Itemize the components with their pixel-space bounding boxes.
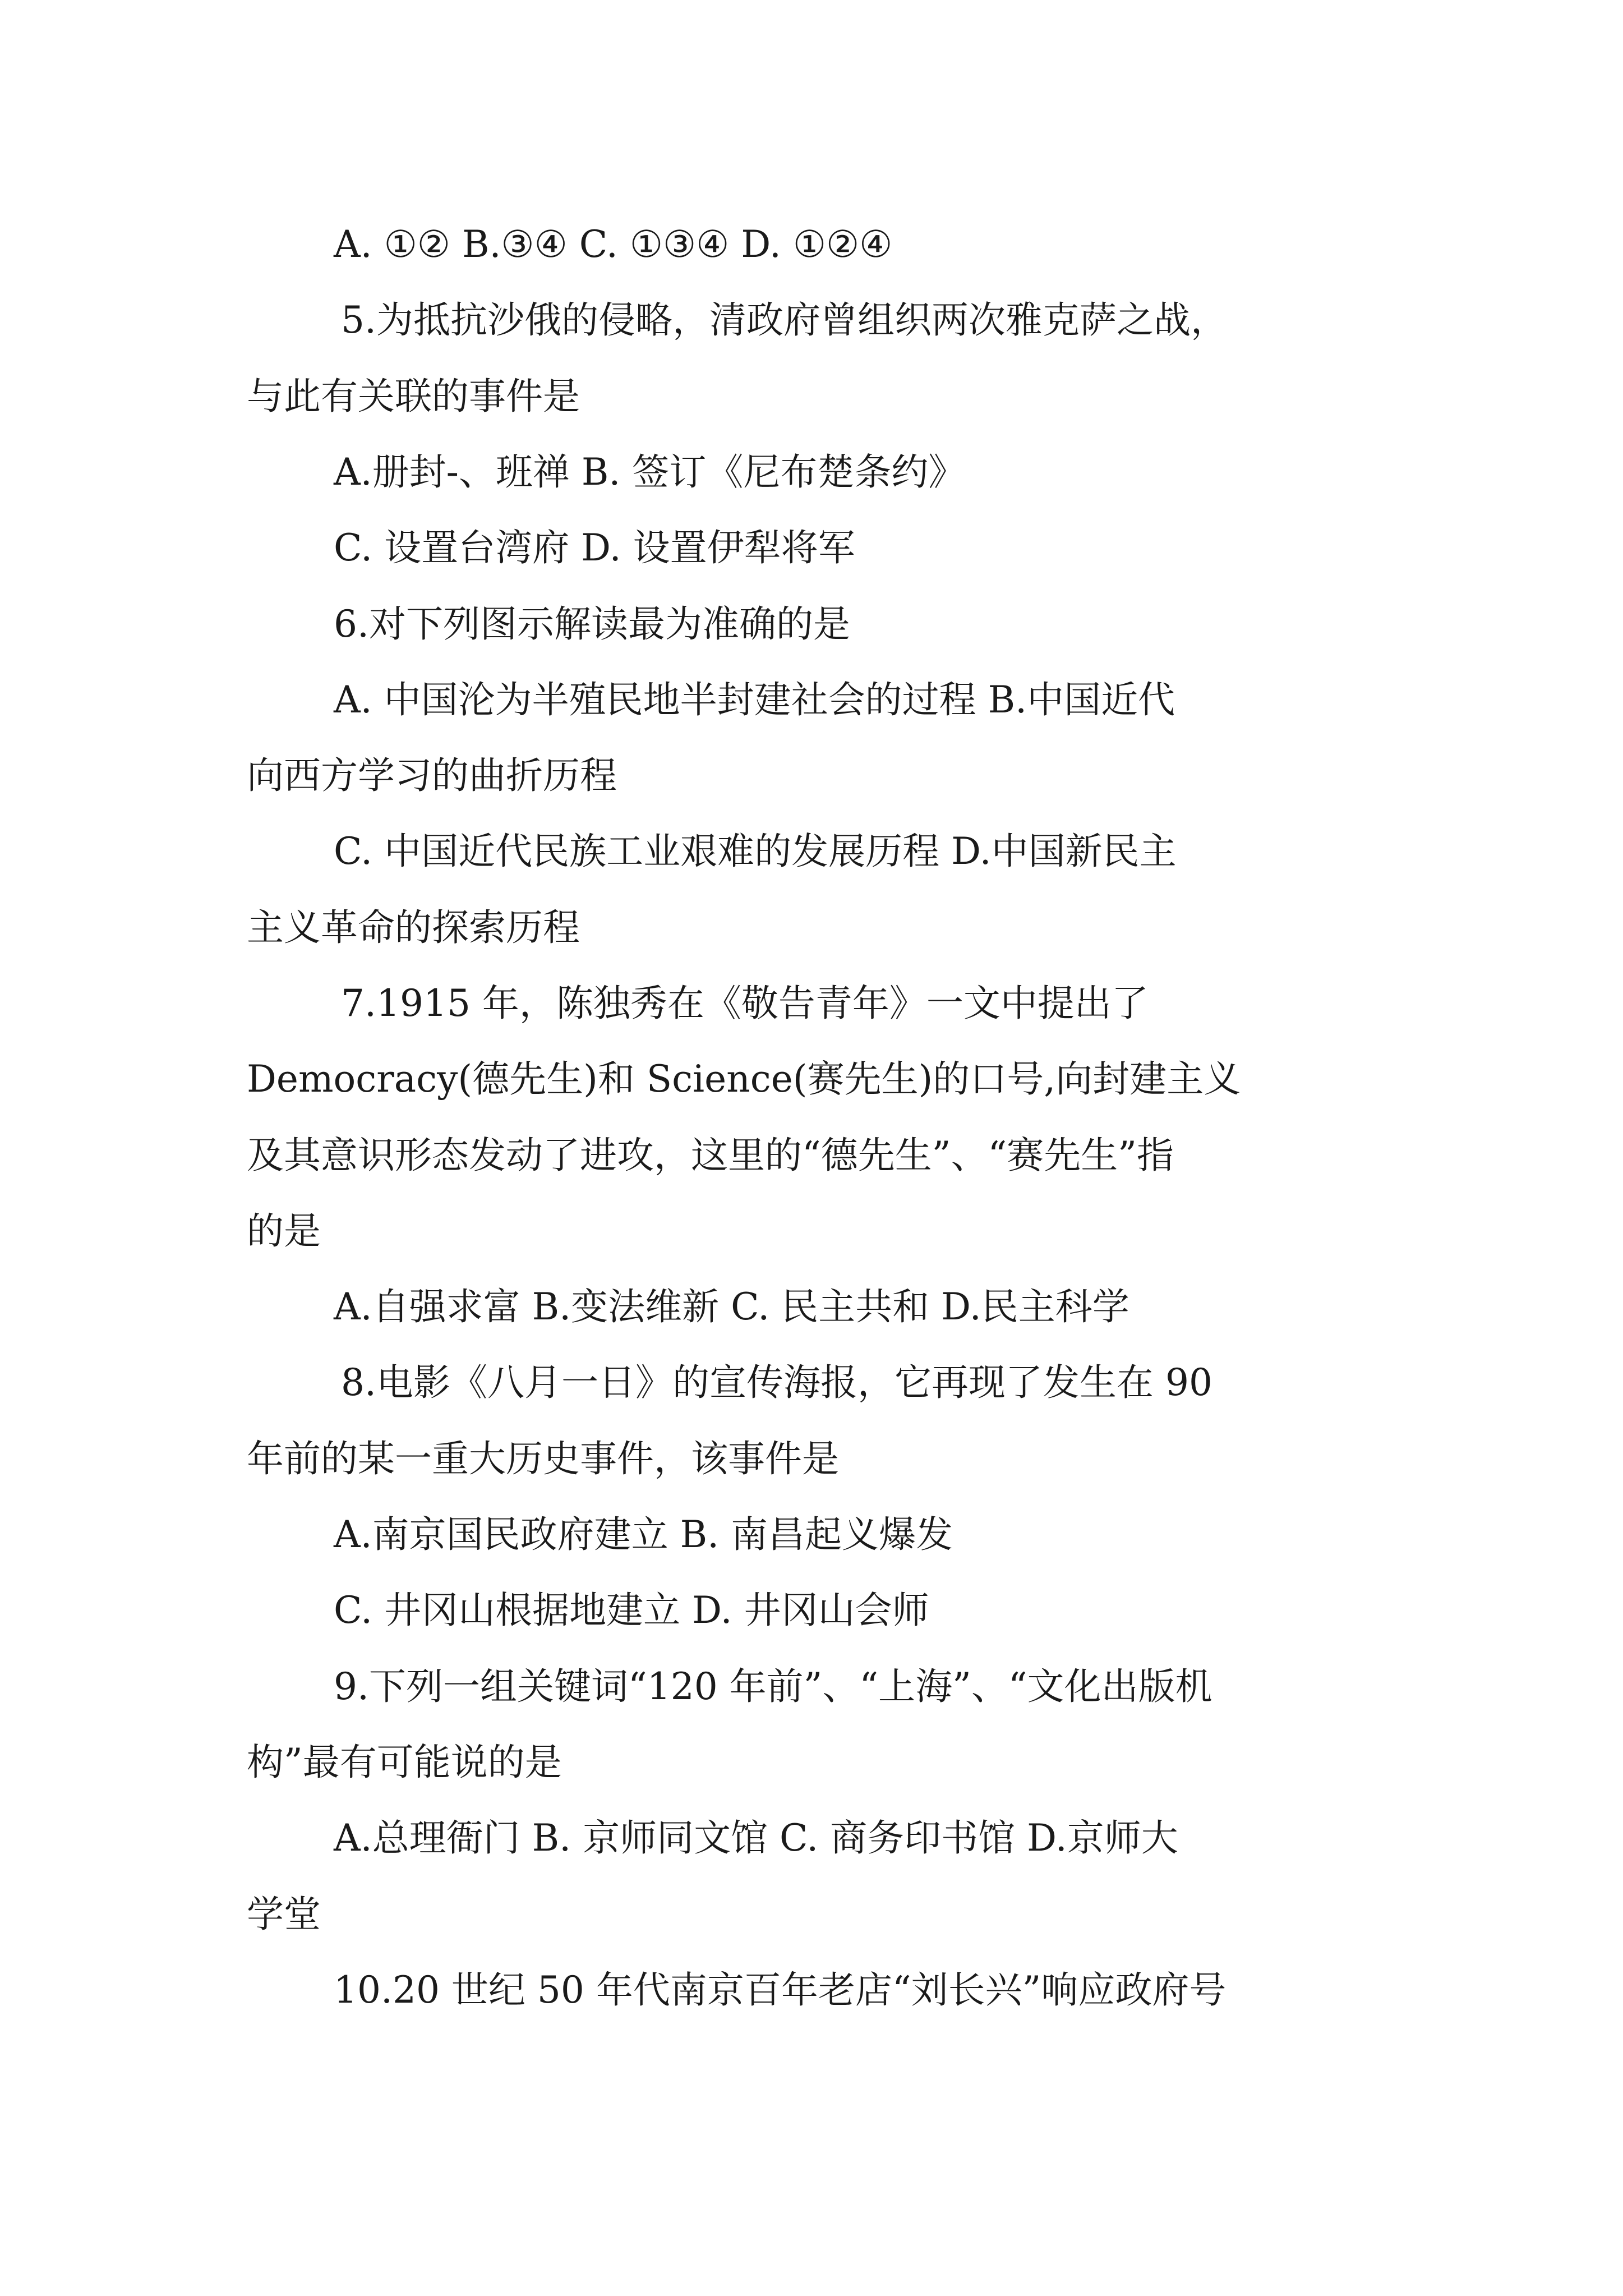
q8-options-ab: A.南京国民政府建立 B. 南昌起义爆发 [334, 1513, 953, 1556]
q6-options-line4: 主义革命的探索历程 [247, 906, 580, 949]
q6-options-line2: 向西方学习的曲折历程 [247, 754, 617, 797]
q8-options-cd: C. 井冈山根据地建立 D. 井冈山会师 [334, 1589, 929, 1632]
q7-stem-line2: Democracy(德先生)和 Science(赛先生)的口号,向封建主义 [247, 1057, 1241, 1101]
q10-stem-line1: 10.20 世纪 50 年代南京百年老店“刘长兴”响应政府号 [334, 1968, 1227, 2012]
q6-stem: 6.对下列图示解读最为准确的是 [334, 602, 850, 646]
q5-stem-line1: 5.为抵抗沙俄的侵略，清政府曾组织两次雅克萨之战， [341, 298, 1228, 342]
q6-options-line1: A. 中国沦为半殖民地半封建社会的过程 B.中国近代 [334, 678, 1175, 721]
q6-options-line3: C. 中国近代民族工业艰难的发展历程 D.中国新民主 [334, 830, 1177, 873]
q9-options-line1: A.总理衙门 B. 京师同文馆 C. 商务印书馆 D.京师大 [334, 1816, 1178, 1860]
q9-stem-line2: 构”最有可能说的是 [247, 1741, 562, 1784]
q5-options-cd: C. 设置台湾府 D. 设置伊犁将军 [334, 526, 855, 569]
q5-options-ab: A.册封-、班禅 B. 签订《尼布楚条约》 [334, 450, 966, 494]
q8-stem-line2: 年前的某一重大历史事件，该事件是 [247, 1437, 839, 1480]
q8-stem-line1: 8.电影《八月一日》的宣传海报，它再现了发生在 90 [341, 1361, 1212, 1404]
q9-stem-line1: 9.下列一组关键词“120 年前”、“上海”、“文化出版机 [334, 1665, 1212, 1708]
q9-options-line2: 学堂 [247, 1893, 321, 1936]
q7-options: A.自强求富 B.变法维新 C. 民主共和 D.民主科学 [334, 1285, 1129, 1328]
q7-stem-line1: 7.1915 年，陈独秀在《敬告青年》一文中提出了 [341, 982, 1149, 1025]
q4-options: A. ①② B.③④ C. ①③④ D. ①②④ [334, 223, 893, 266]
q5-stem-line2: 与此有关联的事件是 [247, 375, 580, 418]
q7-stem-line4: 的是 [247, 1209, 321, 1253]
q7-stem-line3: 及其意识形态发动了进攻，这里的“德先生”、“赛先生”指 [247, 1134, 1174, 1177]
